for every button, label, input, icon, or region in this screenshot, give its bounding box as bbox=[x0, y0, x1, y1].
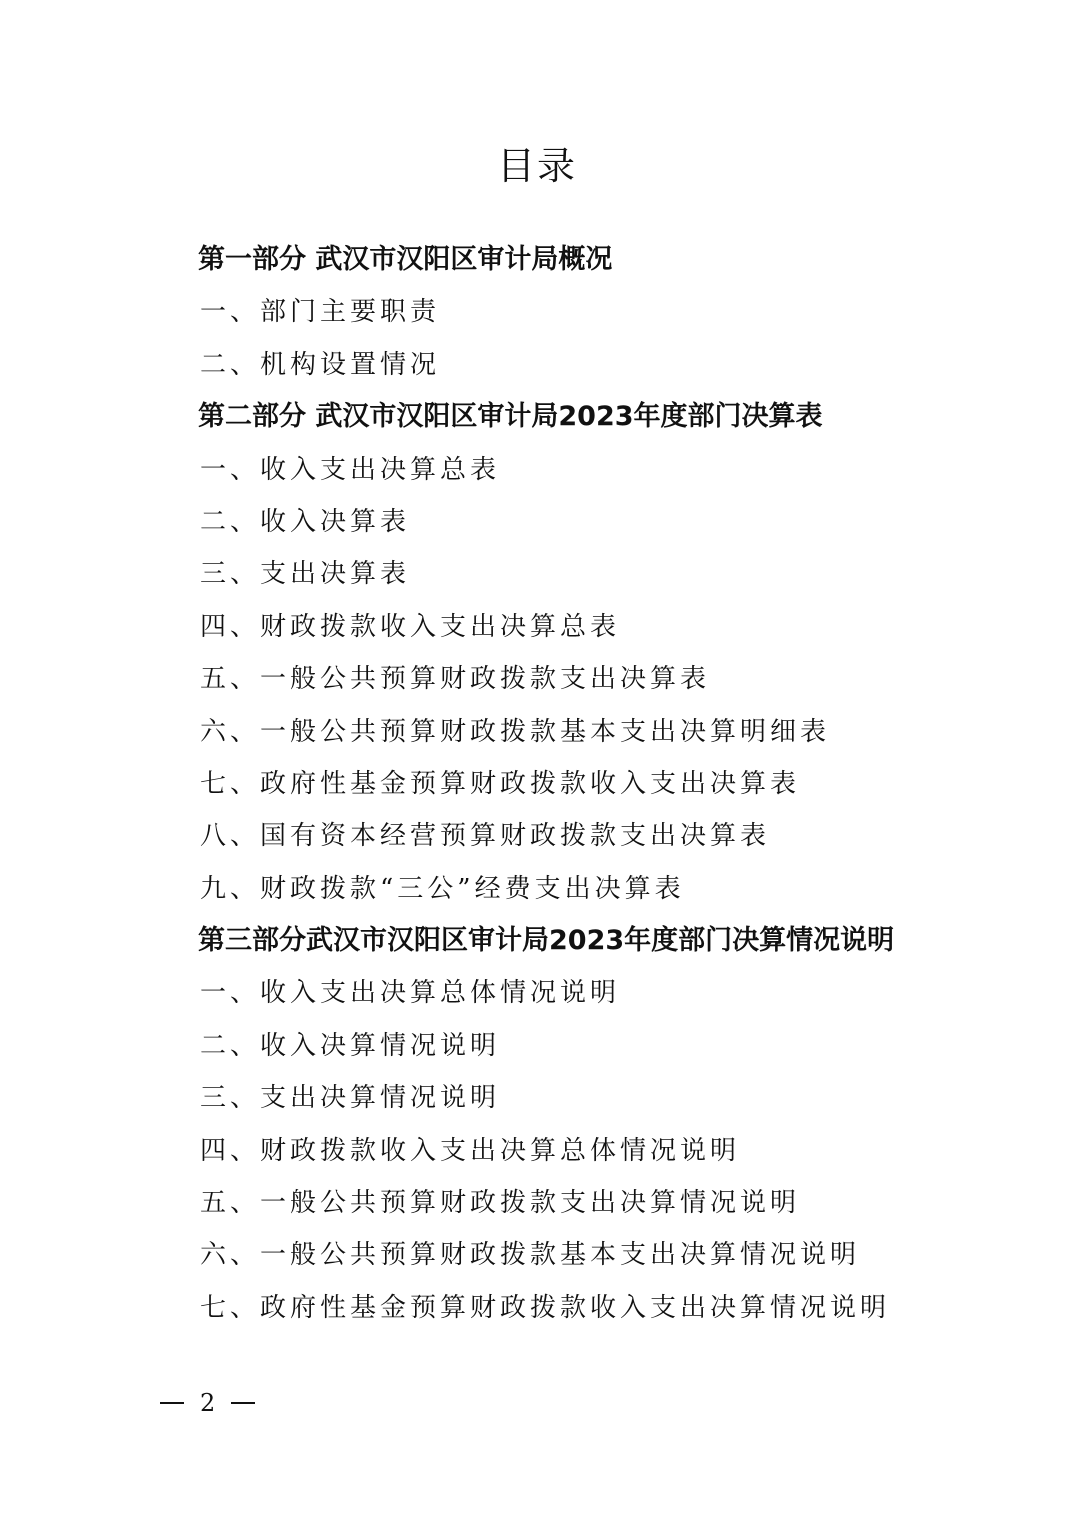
toc-item: 一、收入支出决算总体情况说明 bbox=[200, 978, 621, 1009]
page-footer bbox=[160, 1388, 255, 1418]
toc-item: 二、机构设置情况 bbox=[200, 349, 441, 380]
toc-item: 五、一般公共预算财政拨款支出决算表 bbox=[200, 664, 711, 695]
toc-item: 一、部门主要职责 bbox=[200, 297, 441, 328]
footer-dash-left bbox=[160, 1402, 184, 1404]
toc-item: 七、政府性基金预算财政拨款收入支出决算表 bbox=[200, 768, 801, 799]
toc-part-3: 第三部分武汉市汉阳区审计局2023年度部门决算情况说明 bbox=[198, 925, 895, 957]
footer-dash-right bbox=[231, 1402, 255, 1404]
toc-item: 二、收入决算情况说明 bbox=[200, 1030, 501, 1061]
toc-item: 二、收入决算表 bbox=[200, 506, 411, 537]
toc-item: 五、一般公共预算财政拨款支出决算情况说明 bbox=[200, 1188, 801, 1219]
toc-item: 三、支出决算情况说明 bbox=[200, 1083, 501, 1114]
toc-item: 八、国有资本经营预算财政拨款支出决算表 bbox=[200, 821, 771, 852]
page-title: 目录 bbox=[496, 144, 577, 188]
toc-item: 三、支出决算表 bbox=[200, 559, 411, 590]
table-of-contents bbox=[198, 234, 1038, 1334]
toc-item: 一、收入支出决算总表 bbox=[200, 454, 501, 485]
toc-item: 六、一般公共预算财政拨款基本支出决算明细表 bbox=[200, 716, 831, 747]
toc-part-2: 第二部分 武汉市汉阳区审计局2023年度部门决算表 bbox=[198, 401, 823, 433]
toc-item: 四、财政拨款收入支出决算总体情况说明 bbox=[200, 1135, 741, 1166]
toc-part-1: 第一部分 武汉市汉阳区审计局概况 bbox=[198, 244, 613, 275]
page-number: 2 bbox=[200, 1389, 216, 1417]
toc-item: 六、一般公共预算财政拨款基本支出决算情况说明 bbox=[200, 1240, 861, 1271]
toc-item: 九、财政拨款“三公”经费支出决算表 bbox=[200, 873, 685, 904]
toc-item: 七、政府性基金预算财政拨款收入支出决算情况说明 bbox=[200, 1292, 891, 1323]
toc-item: 四、财政拨款收入支出决算总表 bbox=[200, 611, 621, 642]
